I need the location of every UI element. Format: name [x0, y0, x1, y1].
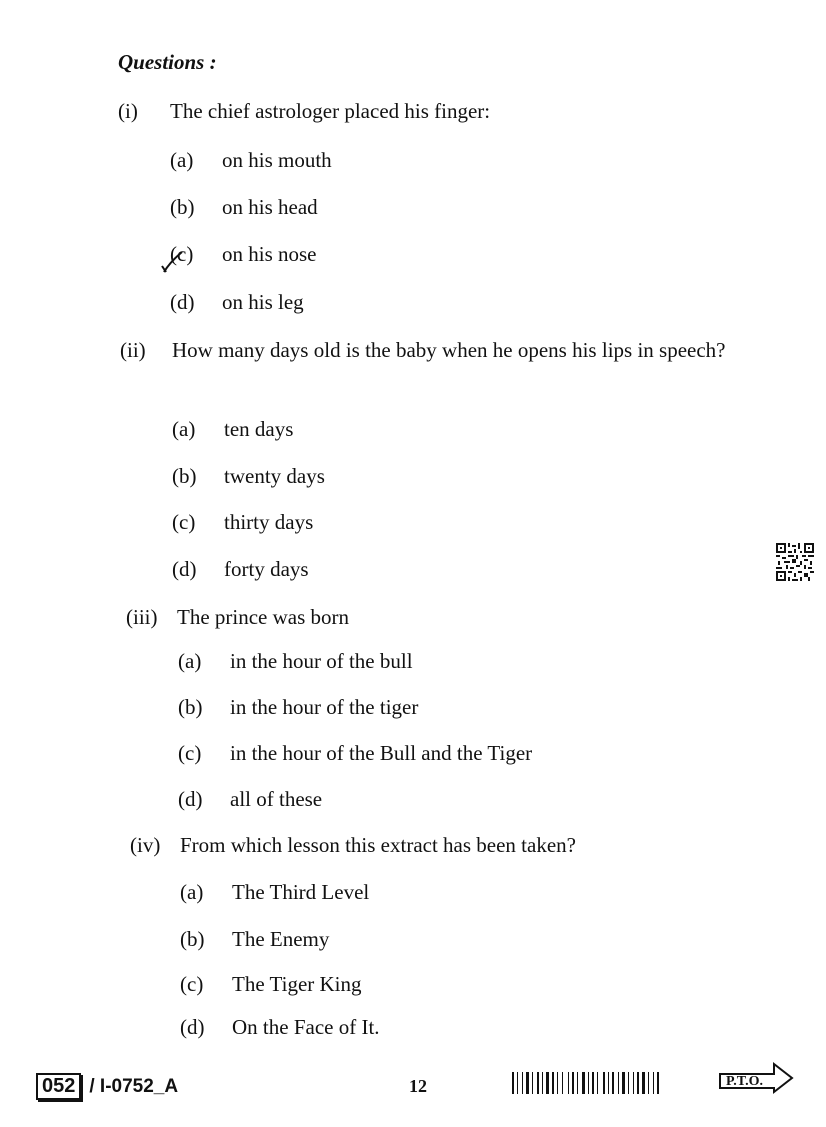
- option-text: on his leg: [222, 290, 304, 314]
- option-1a: [170, 147, 332, 173]
- qr-code-icon: [776, 543, 814, 581]
- paper-code-box: 052: [36, 1073, 81, 1100]
- option-3d: [178, 786, 322, 812]
- option-text: on his nose: [222, 242, 317, 266]
- pto-text: P.T.O.: [726, 1074, 763, 1089]
- page-number: 12: [409, 1076, 427, 1096]
- paper-code: [36, 1073, 178, 1100]
- option-label: (d): [180, 1015, 205, 1039]
- option-text: The Tiger King: [232, 972, 362, 996]
- question-number: (ii): [120, 338, 146, 362]
- answer-tick-mark: [160, 248, 186, 276]
- option-label: (c): [170, 242, 194, 266]
- option-text: in the hour of the bull: [230, 649, 413, 673]
- option-label: (d): [178, 787, 203, 811]
- question-number: (iii): [126, 605, 158, 629]
- option-label: (b): [170, 195, 195, 219]
- questions-heading: Questions :: [118, 50, 217, 74]
- option-4a: [180, 879, 369, 905]
- option-text: The Third Level: [232, 880, 370, 904]
- barcode-icon: [512, 1072, 702, 1094]
- question-text: From which lesson this extract has been taken?: [180, 833, 576, 857]
- option-4c: [180, 971, 362, 997]
- option-2d: [172, 556, 309, 582]
- option-label: (b): [178, 695, 203, 719]
- option-text: On the Face of It.: [232, 1015, 380, 1039]
- pto-badge: [718, 1058, 794, 1096]
- option-text: in the hour of the Bull and the Tiger: [230, 741, 533, 765]
- option-label: (c): [172, 510, 196, 534]
- option-1b: [170, 194, 318, 220]
- option-4b: [180, 926, 329, 952]
- option-text: all of these: [230, 787, 323, 811]
- option-3b: [178, 694, 418, 720]
- option-label: (d): [172, 557, 197, 581]
- option-1c: [170, 241, 317, 267]
- paper-code-suffix: / I-0752_A: [89, 1075, 179, 1097]
- question-text: The chief astrologer placed his finger:: [170, 99, 491, 123]
- option-label: (c): [178, 741, 202, 765]
- question-2: [120, 335, 770, 399]
- option-text: thirty days: [224, 510, 314, 534]
- option-text: The Enemy: [232, 927, 330, 951]
- option-2a: [172, 416, 293, 442]
- option-2b: [172, 463, 325, 489]
- option-2c: [172, 509, 313, 535]
- question-text: How many days old is the baby when he opens his lips in speech?: [172, 338, 726, 362]
- option-label: (b): [180, 927, 205, 951]
- option-label: (a): [172, 417, 196, 441]
- question-text: The prince was born: [177, 605, 350, 629]
- option-text: ten days: [224, 417, 294, 441]
- option-text: on his mouth: [222, 148, 332, 172]
- option-label: (d): [170, 290, 195, 314]
- option-label: (a): [170, 148, 194, 172]
- option-text: in the hour of the tiger: [230, 695, 419, 719]
- option-1d: [170, 289, 304, 315]
- option-text: twenty days: [224, 464, 325, 488]
- option-3c: [178, 740, 532, 766]
- question-number: (iv): [130, 833, 161, 857]
- option-text: forty days: [224, 557, 309, 581]
- question-number: (i): [118, 99, 138, 123]
- option-label: (a): [178, 649, 202, 673]
- option-text: on his head: [222, 195, 318, 219]
- option-label: (a): [180, 880, 204, 904]
- option-label: (c): [180, 972, 204, 996]
- option-4d: [180, 1014, 380, 1040]
- option-label: (b): [172, 464, 197, 488]
- option-3a: [178, 648, 413, 674]
